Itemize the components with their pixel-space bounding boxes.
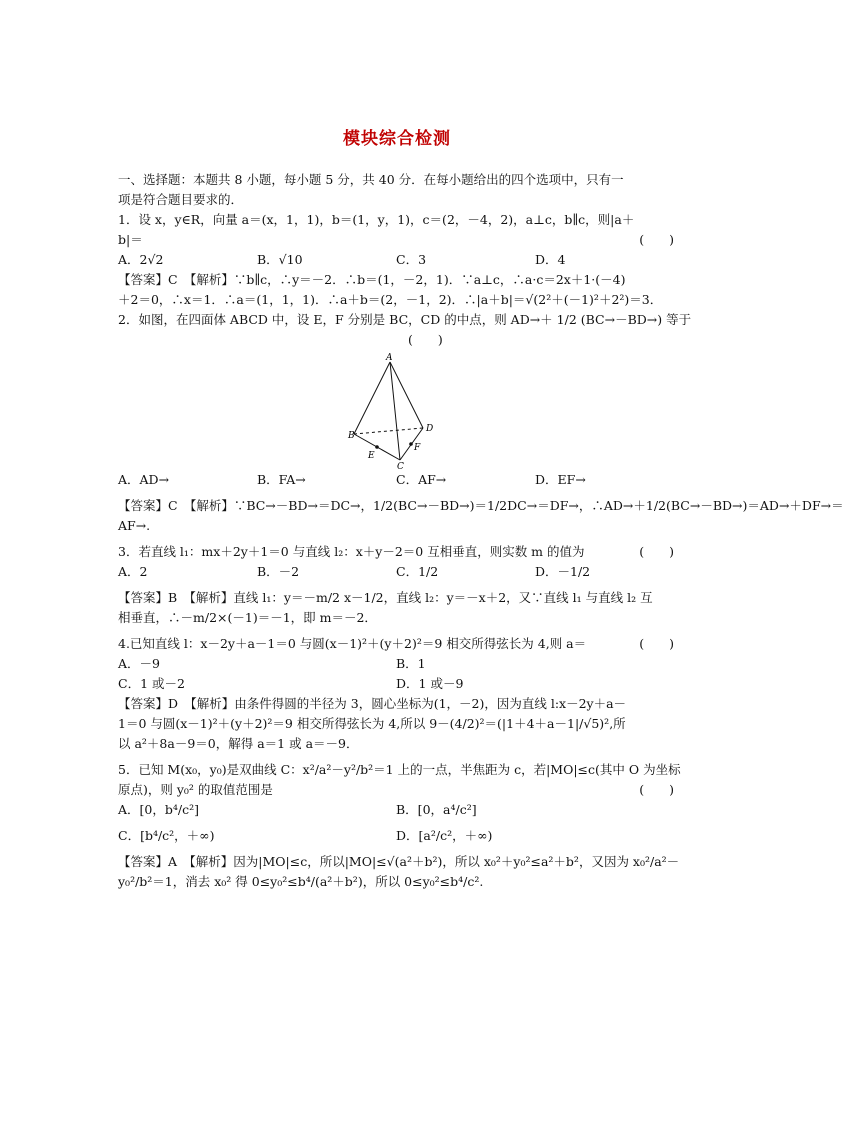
label-d: D [426,424,434,434]
q3-option-b: B．－2 [257,564,300,579]
q4-stem-line [118,634,674,654]
q2-paren-line [118,330,674,350]
q4-solution-line-1: 【答案】D 【解析】由条件得圆的半径为 3，圆心坐标为(1，－2)，因为直线 l:x－2y＋a－ [118,696,627,711]
q1-stem-text: b|＝ [118,232,143,247]
q1-option-d: D．4 [535,252,566,267]
edge-bd-hidden [354,428,423,434]
q5-option-c: C．[b⁴/c²，＋∞) [118,828,215,843]
q2-answer-paren: ( ) [408,332,443,347]
q4-solution-line-2: 1＝0 与圆(x－1)²＋(y＋2)²＝9 相交所得弦长为 4,所以 9－(4/2)²＝(|1＋4＋a－1|/√5)²,所 [118,716,626,731]
label-c: C [397,462,404,472]
q5-options-row-1 [118,800,674,820]
edge-ac [390,362,400,460]
label-e: E [368,451,375,461]
q4-stem: 4.已知直线 l：x－2y＋a－1＝0 与圆(x－1)²＋(y＋2)²＝9 相交所得弦长为 4,则 a＝ [118,636,587,651]
q5-solution-line-1: 【答案】A 【解析】因为|MO|≤c，所以|MO|≤√(a²＋b²)，所以 x₀²＋y₀²≤a²＋b²，又因为 x₀²/a²－ [118,854,680,869]
page-title: 模块综合检测 [343,129,451,149]
q1-solution-line-1: 【答案】C 【解析】∵b∥c，∴y＝－2．∴b＝(1，－2，1)．∵a⊥c，∴a·c＝2x＋1·(－4) [118,272,626,287]
q2-solution-line-1: 【答案】C 【解析】∵BC→－BD→＝DC→，1/2(BC→－BD→)＝1/2DC→＝DF→，∴AD→＋1/2(BC→－BD→)＝AD→＋DF→＝ [118,498,844,513]
q4-option-a: A．－9 [118,656,160,671]
q1-answer-paren: ( ) [639,232,674,247]
section-intro-line-2: 项是符合题目要求的． [118,192,244,207]
q5-option-d: D．[a²/c²，＋∞) [396,828,493,843]
q3-option-a: A．2 [118,564,148,579]
q2-option-c: C．AF→ [396,472,447,487]
q1-option-a: A．2√2 [118,252,164,267]
document-body [118,170,844,892]
q2-option-b: B．FA→ [257,472,306,487]
q4-option-d: D．1 或－9 [396,676,464,691]
edge-ad [390,362,423,428]
q2-solution-line-2: AF→. [118,518,151,533]
label-a: A [386,353,393,363]
q2-options [118,470,674,490]
q3-solution-line-1: 【答案】B 【解析】直线 l₁：y＝－m/2 x－1/2，直线 l₂：y＝－x＋2，又∵直线 l₁ 与直线 l₂ 互 [118,590,653,605]
q5-option-a: A．[0，b⁴/c²] [118,802,199,817]
q1-stem-line-2 [118,230,674,250]
q5-options-row-2 [118,826,674,846]
q3-option-d: D．－1/2 [535,564,591,579]
q1-options [118,250,674,270]
q2-option-a: A．AD→ [118,472,170,487]
q5-option-b: B．[0，a⁴/c²] [396,802,477,817]
label-b: B [348,431,355,441]
q4-options-row-1 [118,654,674,674]
q4-option-b: B．1 [396,656,426,671]
point-e [375,445,379,449]
tetrahedron-figure [348,353,440,472]
q1-stem-line-1: 1．设 x，y∈R，向量 a＝(x，1，1)，b＝(1，y，1)，c＝(2，－4，2)，a⊥c，b∥c，则|a＋ [118,212,635,227]
point-f [409,442,413,446]
label-f: F [414,443,421,453]
q1-solution-line-2: ＋2＝0，∴x＝1．∴a＝(1，1，1)．∴a＋b＝(2，－1，2)．∴|a＋b|＝√(2²＋(－1)²＋2²)＝3． [118,292,663,307]
q3-solution-line-2: 相垂直，∴－m/2×(－1)＝－1，即 m＝－2． [118,610,377,625]
q4-solution-line-3: 以 a²＋8a－9＝0，解得 a＝1 或 a＝－9． [118,736,359,751]
q3-answer-paren: ( ) [639,544,674,559]
q3-stem-line [118,542,674,562]
edge-ab [354,362,390,434]
q5-stem-line-1: 5．已知 M(x₀，y₀)是双曲线 C：x²/a²－y²/b²＝1 上的一点，半焦距为 c，若|MO|≤c(其中 O 为坐标 [118,762,681,777]
q3-stem: 3．若直线 l₁：mx＋2y＋1＝0 与直线 l₂：x＋y－2＝0 互相垂直，则实数 m 的值为 [118,544,585,559]
q2-option-d: D．EF→ [535,472,586,487]
q4-options-row-2 [118,674,674,694]
q5-answer-paren: ( ) [639,782,674,797]
q4-option-c: C．1 或－2 [118,676,185,691]
q4-answer-paren: ( ) [639,636,674,651]
q3-options [118,562,674,582]
section-intro-line-1: 一、选择题：本题共 8 小题，每小题 5 分，共 40 分．在每小题给出的四个选项中，只有一 [118,172,624,187]
q1-option-b: B．√10 [257,252,303,267]
q5-stem-line-2 [118,780,674,800]
q3-option-c: C．1/2 [396,564,439,579]
q5-stem-text: 原点)，则 y₀² 的取值范围是 [118,782,273,797]
q2-stem: 2．如图，在四面体 ABCD 中，设 E，F 分别是 BC，CD 的中点，则 AD→＋ 1/2 (BC→－BD→) 等于 [118,312,692,327]
q1-option-c: C．3 [396,252,427,267]
q5-solution-line-2: y₀²/b²＝1，消去 x₀² 得 0≤y₀²≤b⁴/(a²＋b²)，所以 0≤y₀²≤b⁴/c². [118,874,484,889]
